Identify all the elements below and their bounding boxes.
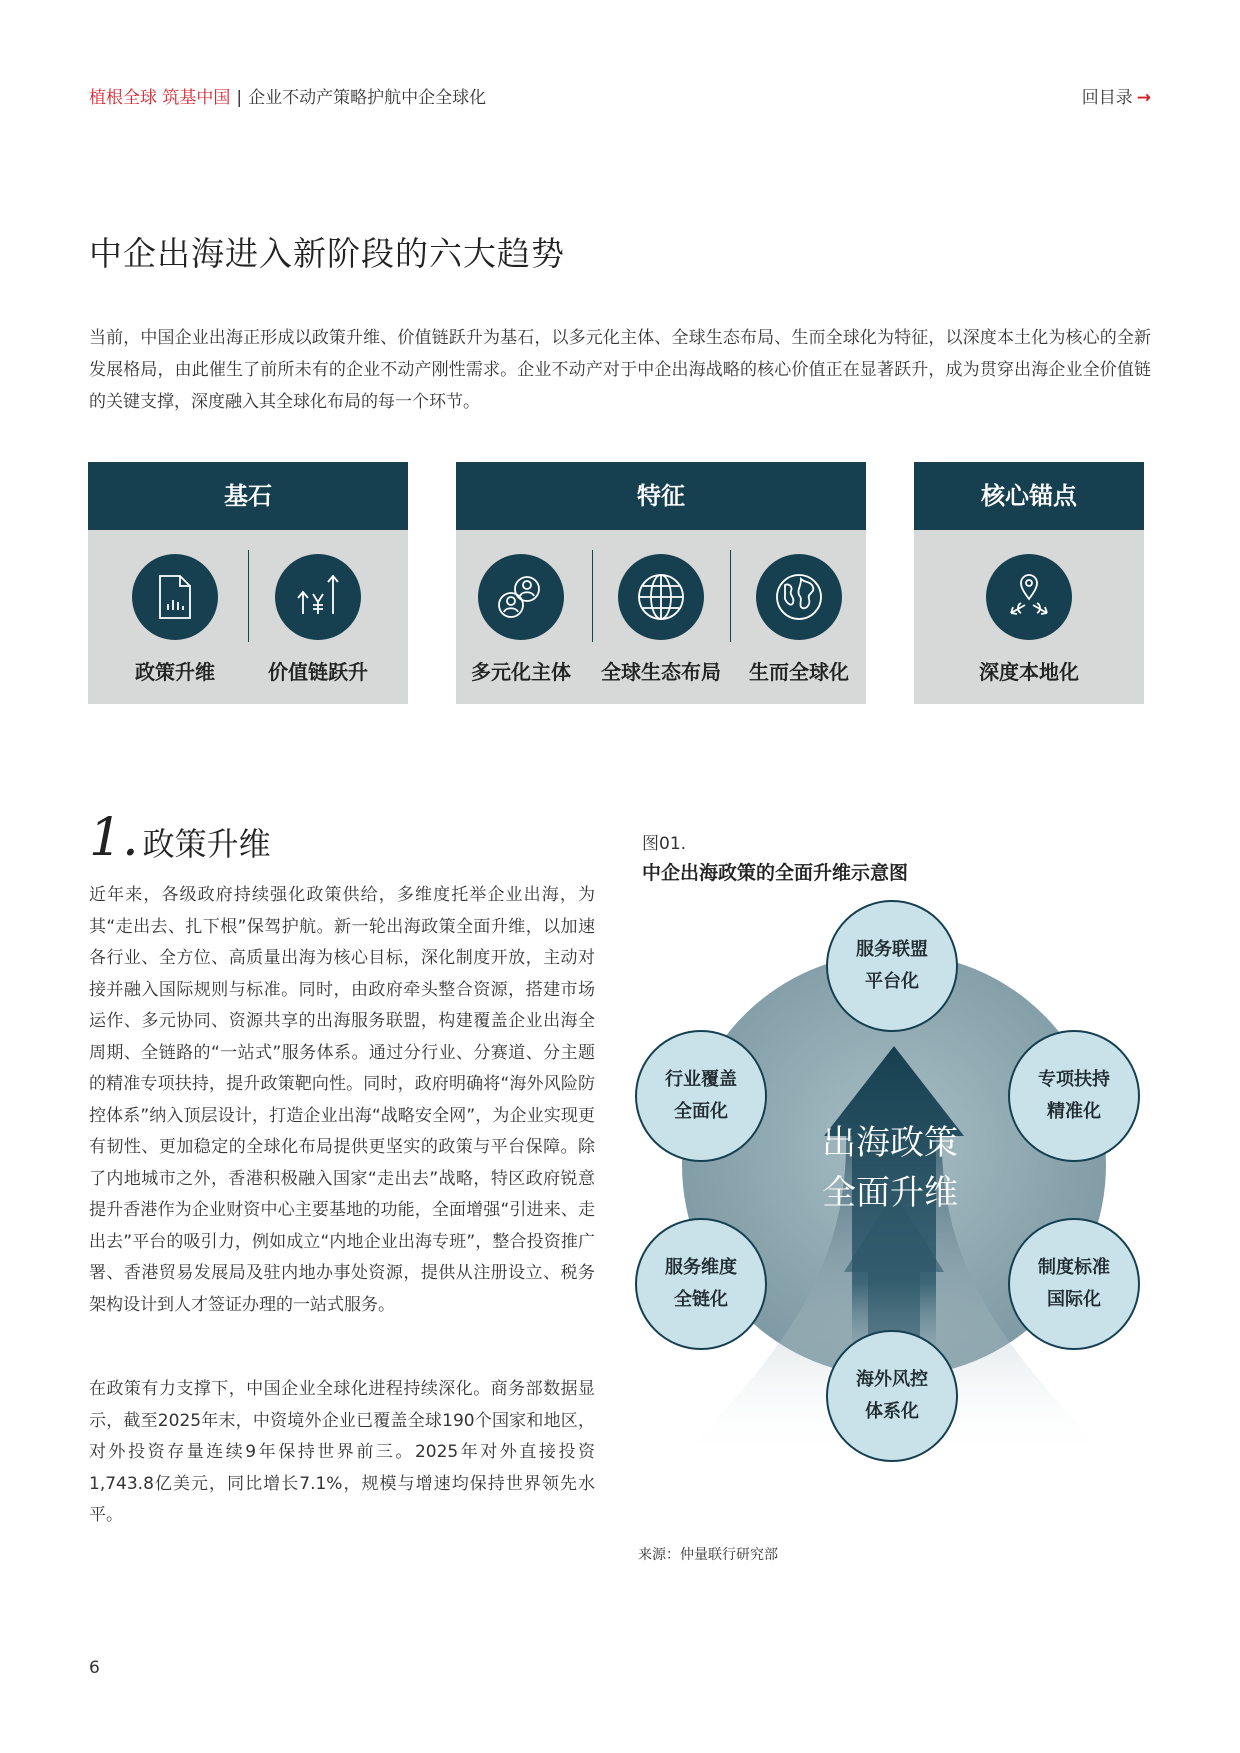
pillar-heading: 基石 — [88, 462, 408, 530]
node-service-chain — [635, 1218, 767, 1350]
pillar-item — [105, 530, 245, 685]
section-paragraph: 在政策有力支撑下，中国企业全球化进程持续深化。商务部数据显示，截至2025年末，中资境外企业已覆盖全球190个国家和地区，对外投资存量连续9年保持世界前三。2025年对外直接投资1,743.8亿美元，同比增长7.1%，规模与增速均保持世界领先水平。 — [89, 1379, 595, 1525]
node-line: 制度标准 — [1038, 1257, 1110, 1278]
pillar-item — [591, 530, 731, 685]
report-subtitle: 企业不动产策略护航中企全球化 — [248, 88, 487, 108]
node-line: 平台化 — [865, 971, 919, 992]
page-title: 中企出海进入新阶段的六大趋势 — [89, 234, 565, 273]
pillar-foundation — [88, 462, 408, 704]
arrows-yuan-icon — [275, 554, 361, 640]
page-number: 6 — [89, 1658, 100, 1678]
node-line: 行业覆盖 — [665, 1069, 737, 1090]
node-line: 服务联盟 — [856, 939, 928, 960]
diagram-center-line-2: 全面升维 — [822, 1173, 958, 1213]
page-header — [89, 83, 1151, 113]
intro-paragraph: 当前，中国企业出海正形成以政策升维、价值链跃升为基石，以多元化主体、全球生态布局、生而全球化为特征，以深度本土化为核心的全新发展格局，由此催生了前所未有的企业不动产刚性需求。企业不动产对于中企出海战略的核心价值正在显著跃升，成为贯穿出海企业全价值链的关键支撑，深度融入其全球化布局的每一个环节。 — [89, 328, 1151, 412]
figure-title: 中企出海政策的全面升维示意图 — [642, 862, 909, 884]
pillar-heading: 核心锚点 — [914, 462, 1144, 530]
pillar-item — [959, 530, 1099, 685]
pillar-item — [451, 530, 591, 685]
report-brand: 植根全球 筑基中国 — [89, 88, 231, 108]
section-paragraph: 近年来，各级政府持续强化政策供给，多维度托举企业出海，为其“走出去、扎下根”保驾护航。新一轮出海政策全面升维，以加速各行业、全方位、高质量出海为核心目标，深化制度开放，主动对接并融入国际规则与标准。同时，由政府牵头整合资源，搭建市场运作、多元协同、资源共享的出海服务联盟，构建覆盖企业出海全周期、全链路的“一站式”服务体系。通过分行业、分赛道、分主题的精准专项扶持，提升政策靶向性。同时，政府明确将“海外风险防控体系”纳入顶层设计，打造企业出海“战略安全网”，为企业实现更有韧性、更加稳定的全球化布局提供更坚实的政策与平台保障。除了内地城市之外，香港积极融入国家“走出去”战略，特区政府锐意提升香港作为企业财资中心主要基地的功能，全面增强“引进来、走出去”平台的吸引力，例如成立“内地企业出海专班”，整合投资推广署、香港贸易发展局及驻内地办事处资源，提供从注册设立、税务架构设计到人才签证办理的一站式服务。 — [89, 885, 595, 1315]
pillar-item-label: 多元化主体 — [471, 660, 571, 684]
pillar-item-label: 生而全球化 — [749, 660, 849, 684]
toc-label[interactable]: 回目录 — [1081, 88, 1133, 108]
pillar-item-label: 政策升维 — [135, 660, 215, 684]
node-risk-control — [826, 1330, 958, 1462]
pillar-core-anchor — [914, 462, 1144, 704]
header-separator: | — [236, 88, 243, 108]
node-line: 国际化 — [1047, 1289, 1101, 1310]
node-line: 海外风控 — [856, 1369, 928, 1390]
node-standards — [1008, 1218, 1140, 1350]
figure-source: 来源：仲量联行研究部 — [638, 1547, 778, 1563]
policy-upgrade-diagram — [620, 900, 1160, 1460]
pillar-features — [456, 462, 866, 704]
node-industry-coverage — [635, 1030, 767, 1162]
pillar-item — [248, 530, 388, 685]
pillar-heading: 特征 — [456, 462, 866, 530]
pillar-item-label: 价值链跃升 — [268, 660, 368, 684]
node-service-alliance — [826, 900, 958, 1032]
pillar-item-label: 深度本地化 — [979, 660, 1079, 684]
node-line: 精准化 — [1047, 1101, 1101, 1122]
node-special-support — [1008, 1030, 1140, 1162]
pillar-item — [729, 530, 869, 685]
location-pin-icon — [986, 554, 1072, 640]
node-line: 全面化 — [674, 1101, 728, 1122]
people-group-icon — [478, 554, 564, 640]
back-to-toc-link[interactable] — [1082, 83, 1151, 108]
document-chart-icon — [132, 554, 218, 640]
pillar-item-label: 全球生态布局 — [601, 660, 721, 684]
section-heading — [89, 808, 271, 868]
globe-icon — [618, 554, 704, 640]
world-map-icon — [756, 554, 842, 640]
node-line: 专项扶持 — [1038, 1069, 1110, 1090]
section-title: 政策升维 — [142, 825, 271, 863]
node-line: 全链化 — [674, 1289, 728, 1310]
diagram-center-line-1: 出海政策 — [822, 1123, 958, 1163]
section-number: 1. — [89, 808, 139, 868]
figure-label: 图01. — [642, 834, 687, 854]
node-line: 服务维度 — [665, 1257, 737, 1278]
node-line: 体系化 — [865, 1401, 919, 1422]
arrow-right-icon[interactable]: → — [1136, 88, 1151, 108]
